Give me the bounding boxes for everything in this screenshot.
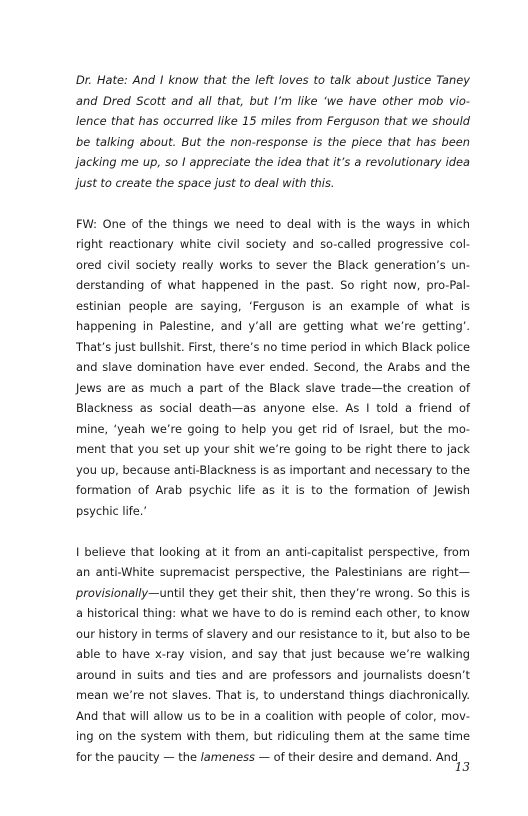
paragraph-belief-text-1: I believe that looking at it from an anti-capitalist perspective, from an anti-White supremacist perspective, the Palestinians are right— [76,544,470,579]
emphasis-lameness: lameness [200,749,255,764]
paragraph-fw-text: FW: One of the things we need to deal with is the ways in which right reactionary white civil society and so-called progressive colored civil society really works to sever the Black generation’s understanding of what happened in the past. So right now, pro-Palestinian people are saying, ‘Ferguson is an example of what is happening in Palestine, and y’all are getting what we’re getting’. That’s just bullshit. First, there’s no time period in which Black police and slave domination have ever ended. Second, the Arabs and the Jews are as much a part of the Black slave trade—the creation of Blackness as social death—as anyone else. As I told a friend of mine, ‘yeah we’re going to help you get rid of Israel, but the moment that you set up your shit we’re going to be right there to jack you up, because anti-Blackness is as important and necessary to the formation of Arab psychic life as it is to the formation of Jewish psychic life.’ [76,216,470,518]
paragraph-fw [76,214,470,522]
paragraph-belief-text-2: —until they get their shit, then they’re wrong. So this is a historical thing: what we have to do is remind each other, to know our history in terms of slavery and our resistance to it, but also to be able to have x-ray vision, and say that just because we’re walking around in suits and ties and are professors and journalists doesn’t mean we’re not slaves. That is, to understand things diachronically. And that will allow us to be in a coalition with people of color, moving on the system with them, but ridiculing them at the same time for the paucity — the [76,585,470,764]
emphasis-provisionally: provisionally [76,585,149,600]
paragraph-belief [76,542,470,768]
paragraph-dr-hate [76,70,470,193]
body-text [76,70,470,788]
paragraph-belief-text-3: — of their desire and demand. And [254,749,459,764]
page-number: 13 [454,760,470,774]
paragraph-dr-hate-text: Dr. Hate: And I know that the left loves to talk about Justice Taney and Dred Scott and all that, but I’m like ‘we have other mob violence that has occurred like 15 miles from Ferguson that we should be talking about. But the non-response is the piece that has been jacking me up, so I appreciate the idea that it’s a revolutionary idea just to create the space just to deal with this. [76,73,470,190]
